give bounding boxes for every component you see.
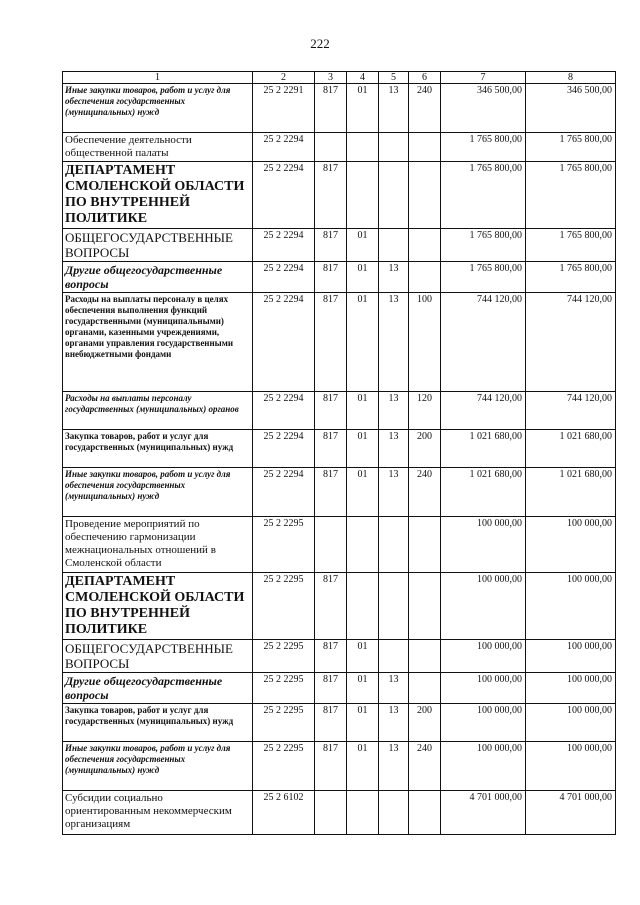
- table-row: [63, 262, 616, 293]
- amount-col8: 744 120,00: [526, 293, 616, 392]
- ministry-code: [315, 133, 347, 162]
- amount-col7: 100 000,00: [441, 640, 526, 673]
- amount-col8: 4 701 000,00: [526, 791, 616, 835]
- amount-col8: 1 765 800,00: [526, 133, 616, 162]
- amount-col8: 1 765 800,00: [526, 229, 616, 262]
- section-code: 01: [347, 640, 379, 673]
- budget-code: 25 2 2294: [253, 262, 315, 293]
- ministry-code: 817: [315, 430, 347, 468]
- amount-col8: 346 500,00: [526, 84, 616, 133]
- subsection-code: 13: [379, 392, 409, 430]
- row-name: Расходы на выплаты персоналу государственных (муниципальных) органов: [63, 392, 253, 430]
- row-name: Другие общегосударственные вопросы: [63, 673, 253, 704]
- expense-type-code: 200: [409, 430, 441, 468]
- table-row: [63, 673, 616, 704]
- subsection-code: 13: [379, 468, 409, 517]
- ministry-code: 817: [315, 392, 347, 430]
- section-code: 01: [347, 468, 379, 517]
- amount-col7: 100 000,00: [441, 704, 526, 742]
- subsection-code: [379, 133, 409, 162]
- amount-col8: 1 765 800,00: [526, 262, 616, 293]
- ministry-code: 817: [315, 573, 347, 640]
- amount-col7: 1 765 800,00: [441, 133, 526, 162]
- expense-type-code: [409, 640, 441, 673]
- section-code: [347, 517, 379, 573]
- section-code: 01: [347, 293, 379, 392]
- budget-code: 25 2 2291: [253, 84, 315, 133]
- section-code: 01: [347, 262, 379, 293]
- budget-code: 25 2 2295: [253, 673, 315, 704]
- section-code: 01: [347, 742, 379, 791]
- table-row: [63, 517, 616, 573]
- row-name: ДЕПАРТАМЕНТ СМОЛЕНСКОЙ ОБЛАСТИ ПО ВНУТРЕННЕЙ ПОЛИТИКЕ: [63, 162, 253, 229]
- subsection-code: [379, 573, 409, 640]
- amount-col8: 100 000,00: [526, 517, 616, 573]
- amount-col7: 744 120,00: [441, 392, 526, 430]
- column-header: 1: [63, 72, 253, 84]
- budget-code: 25 2 2294: [253, 468, 315, 517]
- amount-col7: 1 765 800,00: [441, 229, 526, 262]
- column-header: 7: [441, 72, 526, 84]
- table-row: [63, 133, 616, 162]
- expense-type-code: 240: [409, 742, 441, 791]
- row-name: Иные закупки товаров, работ и услуг для обеспечения государственных (муниципальных) нужд: [63, 84, 253, 133]
- expense-type-code: 120: [409, 392, 441, 430]
- table-row: [63, 742, 616, 791]
- section-code: 01: [347, 392, 379, 430]
- table-row: [63, 84, 616, 133]
- budget-code: 25 2 2295: [253, 573, 315, 640]
- ministry-code: 817: [315, 742, 347, 791]
- section-code: 01: [347, 430, 379, 468]
- subsection-code: 13: [379, 673, 409, 704]
- column-header: 2: [253, 72, 315, 84]
- row-name: Закупка товаров, работ и услуг для государственных (муниципальных) нужд: [63, 430, 253, 468]
- header-row: [63, 72, 616, 84]
- expense-type-code: [409, 673, 441, 704]
- table-row: [63, 392, 616, 430]
- amount-col7: 1 021 680,00: [441, 430, 526, 468]
- table-row: [63, 791, 616, 835]
- budget-code: 25 2 2294: [253, 229, 315, 262]
- column-header: 4: [347, 72, 379, 84]
- ministry-code: 817: [315, 84, 347, 133]
- expense-type-code: 240: [409, 84, 441, 133]
- ministry-code: 817: [315, 262, 347, 293]
- amount-col8: 1 021 680,00: [526, 468, 616, 517]
- budget-code: 25 2 2294: [253, 162, 315, 229]
- amount-col7: 100 000,00: [441, 573, 526, 640]
- amount-col8: 100 000,00: [526, 673, 616, 704]
- amount-col8: 744 120,00: [526, 392, 616, 430]
- row-name: Другие общегосударственные вопросы: [63, 262, 253, 293]
- section-code: [347, 791, 379, 835]
- amount-col7: 1 021 680,00: [441, 468, 526, 517]
- column-header: 3: [315, 72, 347, 84]
- row-name: ДЕПАРТАМЕНТ СМОЛЕНСКОЙ ОБЛАСТИ ПО ВНУТРЕННЕЙ ПОЛИТИКЕ: [63, 573, 253, 640]
- expense-type-code: 240: [409, 468, 441, 517]
- budget-code: 25 2 2294: [253, 392, 315, 430]
- expense-type-code: 100: [409, 293, 441, 392]
- subsection-code: 13: [379, 430, 409, 468]
- row-name: ОБЩЕГОСУДАРСТВЕННЫЕ ВОПРОСЫ: [63, 640, 253, 673]
- table-row: [63, 573, 616, 640]
- row-name: Иные закупки товаров, работ и услуг для обеспечения государственных (муниципальных) нужд: [63, 468, 253, 517]
- table-row: [63, 229, 616, 262]
- row-name: Субсидии социально ориентированным некоммерческим организациям: [63, 791, 253, 835]
- subsection-code: [379, 791, 409, 835]
- expense-type-code: [409, 517, 441, 573]
- expense-type-code: [409, 133, 441, 162]
- amount-col8: 100 000,00: [526, 704, 616, 742]
- amount-col8: 100 000,00: [526, 573, 616, 640]
- subsection-code: 13: [379, 293, 409, 392]
- amount-col8: 100 000,00: [526, 742, 616, 791]
- expense-type-code: 200: [409, 704, 441, 742]
- row-name: ОБЩЕГОСУДАРСТВЕННЫЕ ВОПРОСЫ: [63, 229, 253, 262]
- subsection-code: 13: [379, 262, 409, 293]
- amount-col8: 100 000,00: [526, 640, 616, 673]
- row-name: Расходы на выплаты персоналу в целях обеспечения выполнения функций государственными (муниципальными) органами, казенными учреждениями, органами управления государственными внебюджетными фондами: [63, 293, 253, 392]
- row-name: Обеспечение деятельности общественной палаты: [63, 133, 253, 162]
- section-code: [347, 573, 379, 640]
- column-header: 8: [526, 72, 616, 84]
- ministry-code: [315, 517, 347, 573]
- ministry-code: 817: [315, 162, 347, 229]
- ministry-code: 817: [315, 640, 347, 673]
- ministry-code: 817: [315, 229, 347, 262]
- ministry-code: 817: [315, 468, 347, 517]
- subsection-code: [379, 162, 409, 229]
- subsection-code: 13: [379, 742, 409, 791]
- section-code: 01: [347, 229, 379, 262]
- table-row: [63, 293, 616, 392]
- expense-type-code: [409, 791, 441, 835]
- budget-code: 25 2 6102: [253, 791, 315, 835]
- page-number: 222: [310, 36, 330, 51]
- ministry-code: 817: [315, 673, 347, 704]
- budget-code: 25 2 2295: [253, 640, 315, 673]
- row-name: Закупка товаров, работ и услуг для государственных (муниципальных) нужд: [63, 704, 253, 742]
- table-row: [63, 162, 616, 229]
- subsection-code: 13: [379, 704, 409, 742]
- row-name: Иные закупки товаров, работ и услуг для обеспечения государственных (муниципальных) нужд: [63, 742, 253, 791]
- section-code: 01: [347, 84, 379, 133]
- budget-code: 25 2 2295: [253, 742, 315, 791]
- table-row: [63, 468, 616, 517]
- section-code: [347, 133, 379, 162]
- ministry-code: [315, 791, 347, 835]
- column-header: 5: [379, 72, 409, 84]
- expense-type-code: [409, 162, 441, 229]
- subsection-code: [379, 517, 409, 573]
- subsection-code: [379, 229, 409, 262]
- amount-col7: 100 000,00: [441, 673, 526, 704]
- expense-type-code: [409, 229, 441, 262]
- budget-table: [62, 71, 616, 835]
- budget-code: 25 2 2294: [253, 430, 315, 468]
- budget-code: 25 2 2294: [253, 133, 315, 162]
- amount-col7: 1 765 800,00: [441, 262, 526, 293]
- row-name: Проведение мероприятий по обеспечению гармонизации межнациональных отношений в Смоленской области: [63, 517, 253, 573]
- table-row: [63, 640, 616, 673]
- amount-col7: 1 765 800,00: [441, 162, 526, 229]
- section-code: 01: [347, 704, 379, 742]
- column-header: 6: [409, 72, 441, 84]
- amount-col7: 100 000,00: [441, 517, 526, 573]
- table-row: [63, 430, 616, 468]
- table-row: [63, 704, 616, 742]
- amount-col7: 100 000,00: [441, 742, 526, 791]
- budget-code: 25 2 2295: [253, 517, 315, 573]
- subsection-code: [379, 640, 409, 673]
- amount-col8: 1 021 680,00: [526, 430, 616, 468]
- expense-type-code: [409, 573, 441, 640]
- amount-col7: 744 120,00: [441, 293, 526, 392]
- ministry-code: 817: [315, 704, 347, 742]
- amount-col8: 1 765 800,00: [526, 162, 616, 229]
- section-code: 01: [347, 673, 379, 704]
- section-code: [347, 162, 379, 229]
- amount-col7: 4 701 000,00: [441, 791, 526, 835]
- subsection-code: 13: [379, 84, 409, 133]
- expense-type-code: [409, 262, 441, 293]
- budget-code: 25 2 2295: [253, 704, 315, 742]
- amount-col7: 346 500,00: [441, 84, 526, 133]
- ministry-code: 817: [315, 293, 347, 392]
- budget-code: 25 2 2294: [253, 293, 315, 392]
